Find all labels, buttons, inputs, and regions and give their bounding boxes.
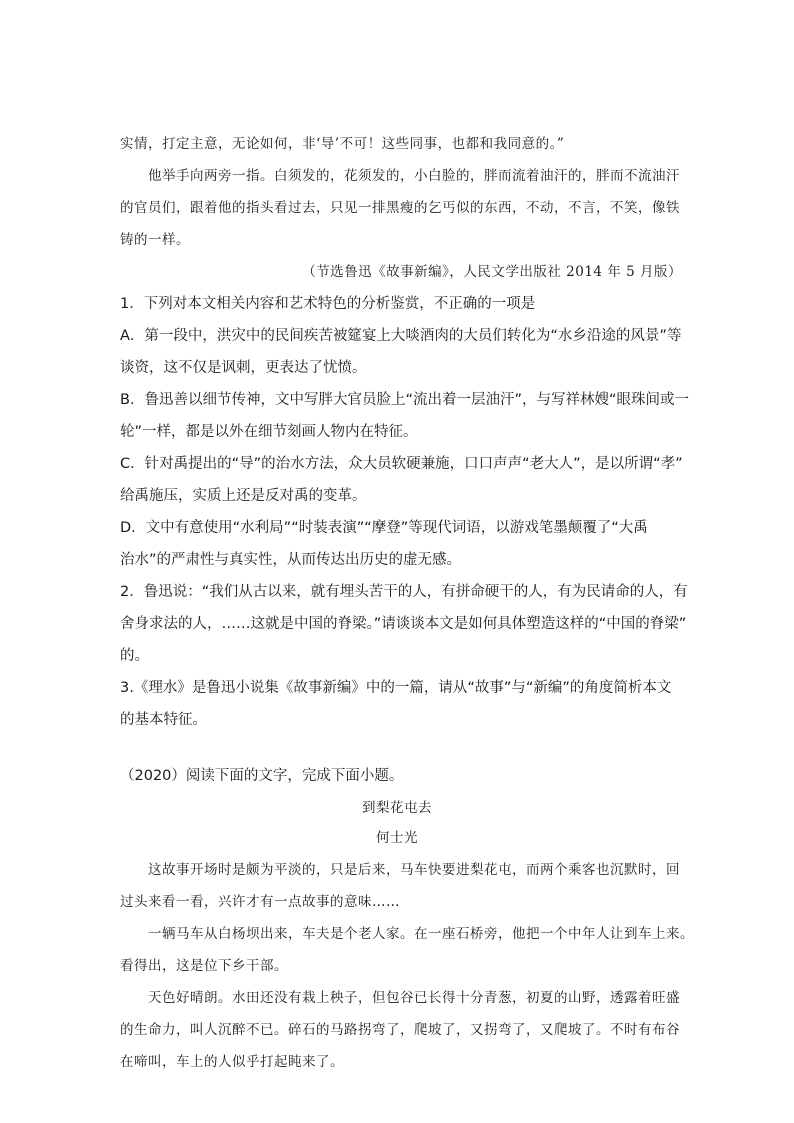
passage-line: 的官员们，跟着他的指头看过去，只见一排黑瘦的乞丐似的东西，不动，不言，不笑，像铁 [120, 200, 680, 216]
story-line: 一辆马车从白杨坝出来，车夫是个老人家。在一座石桥旁，他把一个中年人让到车上来。 [148, 926, 694, 942]
story-line: 看得出，这是位下乡干部。 [120, 958, 288, 974]
passage-line: 实情，打定主意，无论如何，非‘导’不可！这些同事，也都和我同意的。” [120, 136, 565, 152]
story-line: 天色好晴朗。水田还没有栽上秧子，但包谷已长得十分青葱，初夏的山野，透露着旺盛 [148, 990, 680, 1006]
question-line: 治水”的严肃性与真实性，从而传达出历史的虚无感。 [120, 552, 462, 568]
question-line: A．第一段中，洪灾中的民间疾苦被筵宴上大啖酒肉的大员们转化为“水乡沿途的风景”等 [120, 328, 682, 344]
question-line: D．文中有意使用“水利局”“时装表演”“摩登”等现代词语，以游戏笔墨颠覆了“大禹 [120, 520, 648, 536]
question-line: 2．鲁迅说：“我们从古以来，就有埋头苦干的人，有拼命硬干的人，有为民请命的人，有 [120, 584, 688, 600]
question-line: 的。 [120, 648, 149, 664]
question-line: 谈资，这不仅是讽刺，更表达了忧愤。 [120, 360, 367, 376]
story-line: 这故事开场时是颇为平淡的，只是后来，马车快要进梨花屯，而两个乘客也沉默时，回 [148, 862, 680, 878]
passage-line: 铸的一样。 [120, 232, 190, 248]
question-line: C．针对禹提出的“导”的治水方法，众大员软硬兼施，口口声声“老大人”，是以所谓“孝” [120, 456, 683, 472]
question-line: 的基本特征。 [120, 712, 207, 728]
question-line: 轮”一样，都是以外在细节刻画人物内在特征。 [120, 424, 418, 440]
story-line: 在啼叫，车上的人似乎打起盹来了。 [120, 1054, 344, 1070]
question-line: 3.《理水》是鲁迅小说集《故事新编》中的一篇，请从“故事”与“新编”的角度简析本文 [120, 680, 672, 696]
question-line: 舍身求法的人，……这就是中国的脊梁。”请谈谈本文是如何具体塑造这样的“中国的脊梁” [120, 616, 687, 632]
question-line: 1．下列对本文相关内容和艺术特色的分析鉴赏，不正确的一项是 [120, 296, 536, 312]
story-line: 的生命力，叫人沉醉不已。碎石的马路拐弯了，爬坡了，又拐弯了，又爬坡了。不时有布谷 [120, 1022, 680, 1038]
story-title: 到梨花屯去 [362, 800, 432, 816]
story-line: 过头来看一看，兴许才有一点故事的意味…… [120, 894, 400, 910]
section-intro: （2020）阅读下面的文字，完成下面小题。 [120, 768, 404, 784]
passage-line: 他举手向两旁一指。白须发的，花须发的，小白脸的，胖而流着油汗的，胖而不流油汗 [148, 168, 680, 184]
source-citation: （节选鲁迅《故事新编》，人民文学出版社 2014 年 5 月版） [302, 264, 682, 280]
question-line: B．鲁迅善以细节传神，文中写胖大官员脸上“流出着一层油汗”，与写祥林嫂“眼珠间或一 [120, 392, 689, 408]
story-author: 何士光 [376, 830, 418, 846]
question-line: 给禹施压，实质上还是反对禹的变革。 [120, 488, 367, 504]
